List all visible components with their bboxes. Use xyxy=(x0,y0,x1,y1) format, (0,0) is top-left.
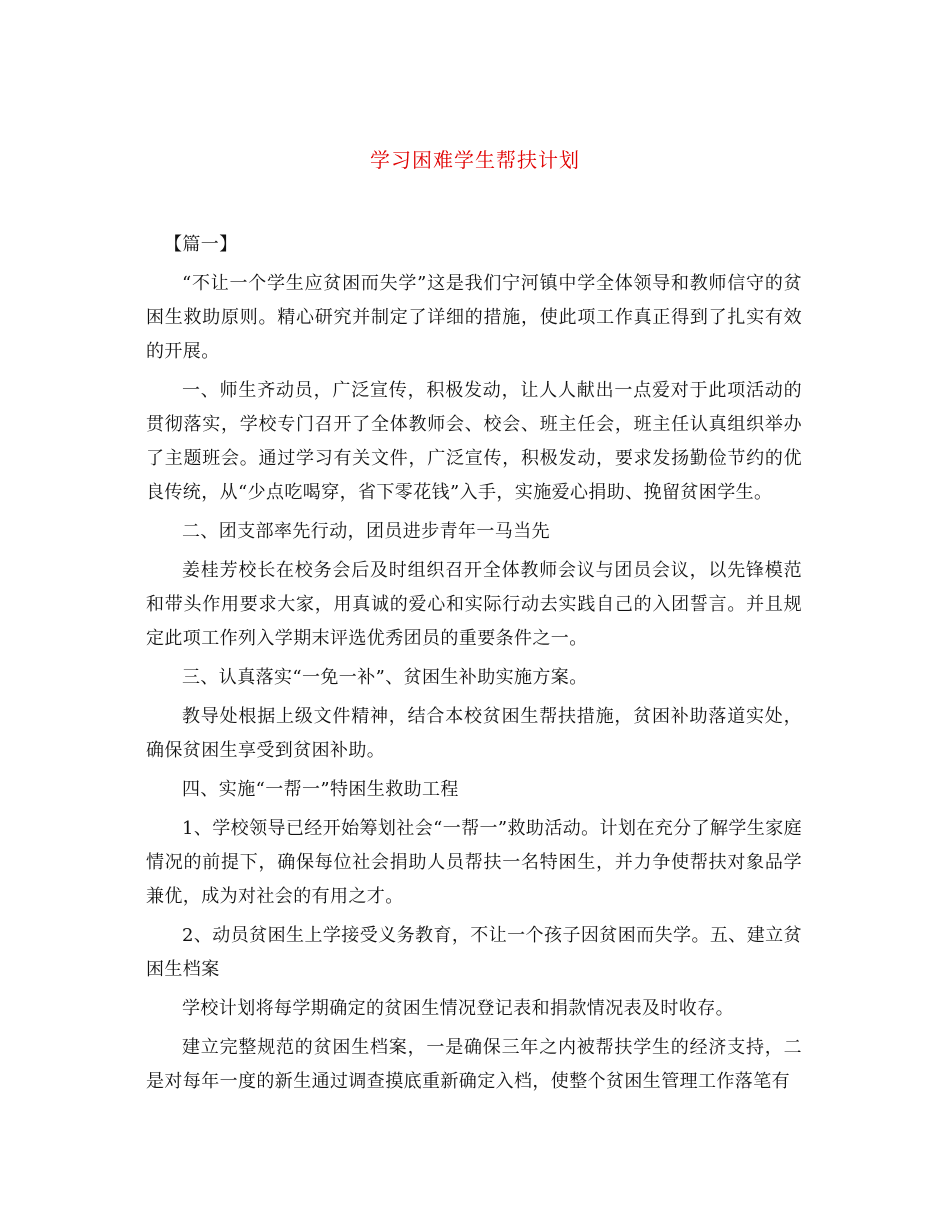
document-body xyxy=(146,228,802,1104)
paragraph-8: 1、学校领导已经开始筹划社会“一帮一”救助活动。计划在充分了解学生家庭情况的前提下，确保每位社会捐助人员帮扶一名特困生，并力争使帮扶对象品学兼优，成为对社会的有用之才。 xyxy=(146,818,802,907)
paragraph-1: “不让一个学生应贫困而失学”这是我们宁河镇中学全体领导和教师信守的贫困生救助原则。精心研究并制定了详细的措施，使此项工作真正得到了扎实有效的开展。 xyxy=(146,273,802,362)
paragraph-9: 2、动员贫困生上学接受义务教育，不让一个孩子因贫困而失学。五、建立贫困生档案 xyxy=(146,925,802,980)
paragraph-6: 教导处根据上级文件精神，结合本校贫困生帮扶措施，贫困补助落道实处，确保贫困生享受到贫困补助。 xyxy=(146,706,802,761)
paragraph-10: 学校计划将每学期确定的贫困生情况登记表和捐款情况表及时收存。 xyxy=(182,998,734,1019)
section-label: 【篇一】 xyxy=(164,234,238,255)
paragraph-4: 姜桂芳校长在校务会后及时组织召开全体教师会议与团员会议，以先锋模范和带头作用要求大家，用真诚的爱心和实际行动去实践自己的入团誓言。并且规定此项工作列入学期末评选优秀团员的重要条件之一。 xyxy=(146,560,802,649)
paragraph-7: 四、实施“一帮一”特困生救助工程 xyxy=(182,779,459,800)
document-title: 学习困难学生帮扶计划 xyxy=(370,148,580,172)
paragraph-3: 二、团支部率先行动，团员进步青年一马当先 xyxy=(182,521,550,542)
paragraph-2: 一、师生齐动员，广泛宣传，积极发动，让人人献出一点爱对于此项活动的贯彻落实，学校专门召开了全体教师会、校会、班主任会，班主任认真组织举办了主题班会。通过学习有关文件，广泛宣传，积极发动，要求发扬勤俭节约的优良传统，从“少点吃喝穿，省下零花钱”入手，实施爱心捐助、挽留贫困学生。 xyxy=(146,380,802,503)
paragraph-5: 三、认真落实“一免一补”、贫困生补助实施方案。 xyxy=(182,667,588,688)
paragraph-11: 建立完整规范的贫困生档案，一是确保三年之内被帮扶学生的经济支持，二是对每年一度的新生通过调查摸底重新确定入档，使整个贫困生管理工作落笔有 xyxy=(146,1037,802,1092)
